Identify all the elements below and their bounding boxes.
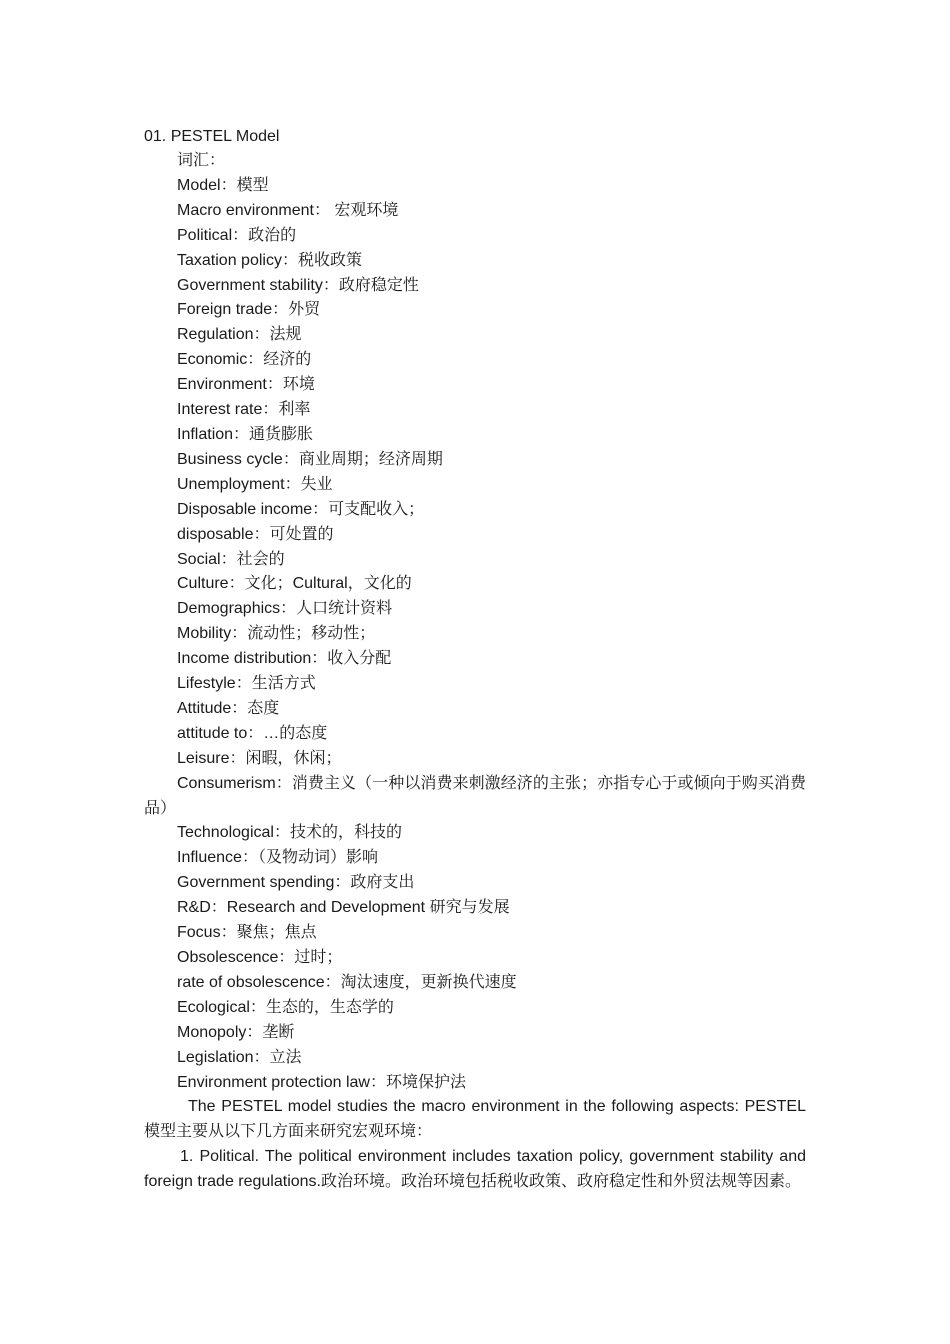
document-page [144,124,806,1195]
vocab-item: Economic：经济的 [177,351,312,369]
vocab-item: Environment：环境 [177,376,315,394]
vocab-item: Macro environment： 宏观环境 [177,201,399,219]
vocab-item: Business cycle：商业周期；经济周期 [177,450,443,468]
intro-paragraph: The PESTEL model studies the macro environment in the following aspects: PESTEL 模型主要从以下几方面来研究宏观环境： [144,1098,806,1141]
vocab-item: Interest rate：利率 [177,401,311,419]
vocab-item: rate of obsolescence：淘汰速度，更新换代速度 [177,973,517,991]
vocab-item: Consumerism：消费主义（一种以消费来刺激经济的主张；亦指专心于或倾向于购买消费品） [144,774,806,817]
vocab-item: Model：模型 [177,176,269,194]
vocab-item: Unemployment：失业 [177,475,333,493]
vocab-item: Inflation：通货膨胀 [177,425,314,443]
vocab-item: Lifestyle：生活方式 [177,675,316,693]
vocab-heading: 词汇： [177,152,226,169]
vocab-item: Culture：文化；Cultural，文化的 [177,575,412,593]
vocab-item: Government spending：政府支出 [177,874,415,892]
vocab-item: Foreign trade：外贸 [177,301,321,319]
vocab-item: Political：政治的 [177,226,297,244]
vocab-item: R&D：Research and Development 研究与发展 [177,899,510,917]
vocab-item: disposable：可处置的 [177,525,334,543]
vocab-item: Income distribution：收入分配 [177,650,392,668]
vocab-item: Taxation policy：税收政策 [177,251,362,269]
vocab-item: Monopoly：垄断 [177,1023,295,1041]
vocab-item: Social：社会的 [177,550,285,568]
vocab-item: Demographics：人口统计资料 [177,600,393,618]
vocab-item: Leisure：闲暇，休闲； [177,749,342,767]
vocab-item: Mobility：流动性；移动性； [177,625,376,643]
vocab-item: Disposable income：可支配收入； [177,500,425,518]
vocab-item: Influence：（及物动词）影响 [177,849,378,867]
vocab-item: Ecological：生态的，生态学的 [177,998,394,1016]
document-title: 01. PESTEL Model [144,128,280,145]
political-paragraph: 1. Political. The political environment includes taxation policy, government stability and foreign trade regulations.政治环境。政治环境包括税收政策、政府稳定性和外贸法规等因素。 [144,1148,806,1191]
vocab-item: Environment protection law：环境保护法 [177,1073,466,1091]
vocab-item: Regulation：法规 [177,326,302,344]
vocab-item: Obsolescence：过时； [177,949,343,966]
vocabulary-list [144,174,806,1096]
vocab-item: Attitude：态度 [177,699,280,717]
vocab-item: Technological：技术的，科技的 [177,824,402,842]
vocab-item: Government stability：政府稳定性 [177,276,419,294]
vocab-item: attitude to：…的态度 [177,724,328,742]
vocab-item: Focus：聚焦；焦点 [177,924,317,942]
vocab-item: Legislation：立法 [177,1048,302,1066]
